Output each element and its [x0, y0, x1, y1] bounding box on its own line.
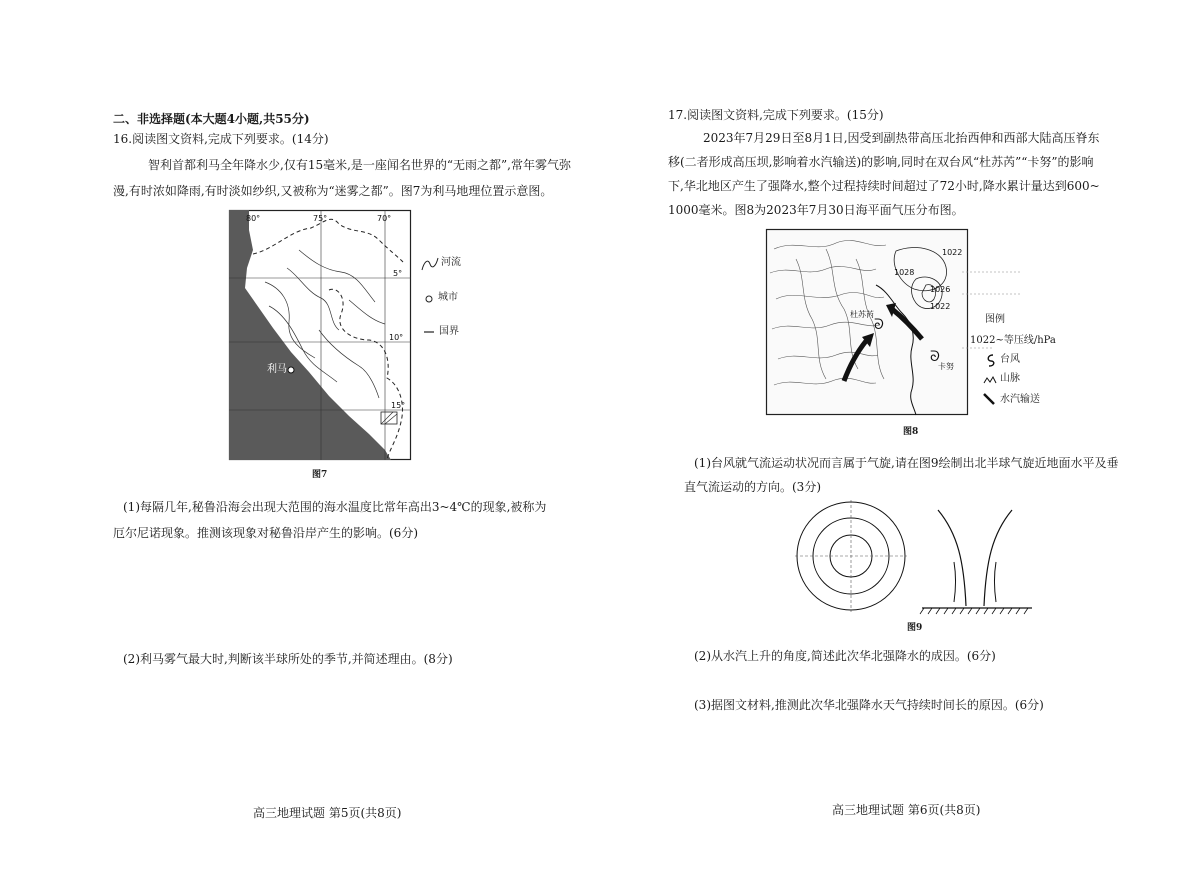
- figure-8-map: [766, 229, 968, 415]
- right-page-footer: 高三地理试题 第6页(共8页): [832, 803, 981, 817]
- isobar-label-1028: 1028: [894, 268, 915, 277]
- isobar-label-1026: 1026: [930, 285, 951, 294]
- figure-9-caption: 图9: [907, 623, 923, 633]
- isobar-label-1022-east: 1022: [930, 302, 951, 311]
- question-17-text-line2: 移(二者形成高压坝,影响着水汽输送)的影响,同时在双台风“杜苏芮”“卡努”的影响: [668, 155, 1094, 169]
- question-16-header: 16.阅读图文资料,完成下列要求。(14分): [113, 132, 329, 146]
- legend-moisture-label: 水汽输送: [1000, 394, 1040, 405]
- question-16-text-line2: 漫,有时浓如降雨,有时淡如纱织,又被称为“迷雾之都”。图7为利马地理位置示意图。: [113, 184, 553, 198]
- city-icon: [424, 294, 434, 304]
- mountain-icon: [983, 375, 997, 385]
- figure-8-caption: 图8: [903, 427, 919, 437]
- border-icon: [423, 329, 435, 335]
- isobar-label-1022-north: 1022: [942, 248, 963, 257]
- typhoon-doksuri-label: 杜苏芮: [850, 310, 874, 319]
- figure-9-vertical-diagram: [918, 508, 1034, 618]
- lon-label-80: 80°: [246, 214, 261, 223]
- legend-city-label: 城市: [438, 292, 458, 303]
- legend-typhoon-label: 台风: [1000, 354, 1020, 365]
- lat-label-15: 15°: [391, 401, 406, 410]
- typhoon-khanun-symbol: ᘐ: [930, 349, 940, 365]
- left-page-footer: 高三地理试题 第5页(共8页): [253, 806, 402, 820]
- typhoon-doksuri-symbol: ᘐ: [874, 317, 884, 333]
- legend-isobar-label: 1022~等压线/hPa: [970, 335, 1056, 346]
- typhoon-icon: [985, 353, 997, 367]
- figure-9-horizontal-diagram: [795, 500, 907, 612]
- question-16-sub2: (2)利马雾气最大时,判断该半球所处的季节,并简述理由。(8分): [123, 652, 453, 666]
- typhoon-khanun-label: 卡努: [938, 362, 954, 371]
- river-icon: [420, 256, 440, 272]
- question-16-sub1-line1: (1)每隔几年,秘鲁沿海会出现大范围的海水温度比常年高出3~4℃的现象,被称为: [123, 500, 547, 514]
- lat-label-5: 5°: [393, 269, 403, 278]
- legend-mountain-label: 山脉: [1000, 373, 1020, 384]
- legend-title: 图例: [985, 314, 1005, 325]
- city-lima-marker: [288, 367, 294, 373]
- lon-label-70: 70°: [377, 214, 392, 223]
- legend-river-label: 河流: [441, 257, 461, 268]
- question-17-header: 17.阅读图文资料,完成下列要求。(15分): [668, 108, 884, 122]
- question-17-sub1-line1: (1)台风就气流运动状况而言属于气旋,请在图9绘制出北半球气旋近地面水平及垂: [694, 456, 1119, 470]
- figure-7-map: [229, 210, 411, 460]
- moisture-arrow-icon: [982, 392, 996, 406]
- question-16-sub1-line2: 厄尔尼诺现象。推测该现象对秘鲁沿岸产生的影响。(6分): [113, 526, 419, 540]
- lon-label-75: 75°: [313, 214, 328, 223]
- question-17-sub1-line2: 直气流运动的方向。(3分): [684, 480, 821, 494]
- legend-border-label: 国界: [439, 326, 459, 337]
- question-17-text-line1: 2023年7月29日至8月1日,因受到副热带高压北抬西伸和西部大陆高压脊东: [703, 131, 1100, 145]
- question-17-text-line4: 1000毫米。图8为2023年7月30日海平面气压分布图。: [668, 203, 964, 217]
- city-lima-label: 利马: [267, 364, 287, 375]
- question-16-text-line1: 智利首都利马全年降水少,仅有15毫米,是一座闻名世界的“无雨之都”,常年雾气弥: [148, 158, 571, 172]
- question-17-sub3: (3)据图文材料,推测此次华北强降水天气持续时间长的原因。(6分): [694, 698, 1044, 712]
- question-17-sub2: (2)从水汽上升的角度,简述此次华北强降水的成因。(6分): [694, 649, 996, 663]
- lat-label-10: 10°: [389, 333, 404, 342]
- question-17-text-line3: 下,华北地区产生了强降水,整个过程持续时间超过了72小时,降水累计量达到600~: [668, 179, 1100, 193]
- figure-7-caption: 图7: [312, 470, 328, 480]
- section-title: 二、非选择题(本大题4小题,共55分): [113, 112, 310, 126]
